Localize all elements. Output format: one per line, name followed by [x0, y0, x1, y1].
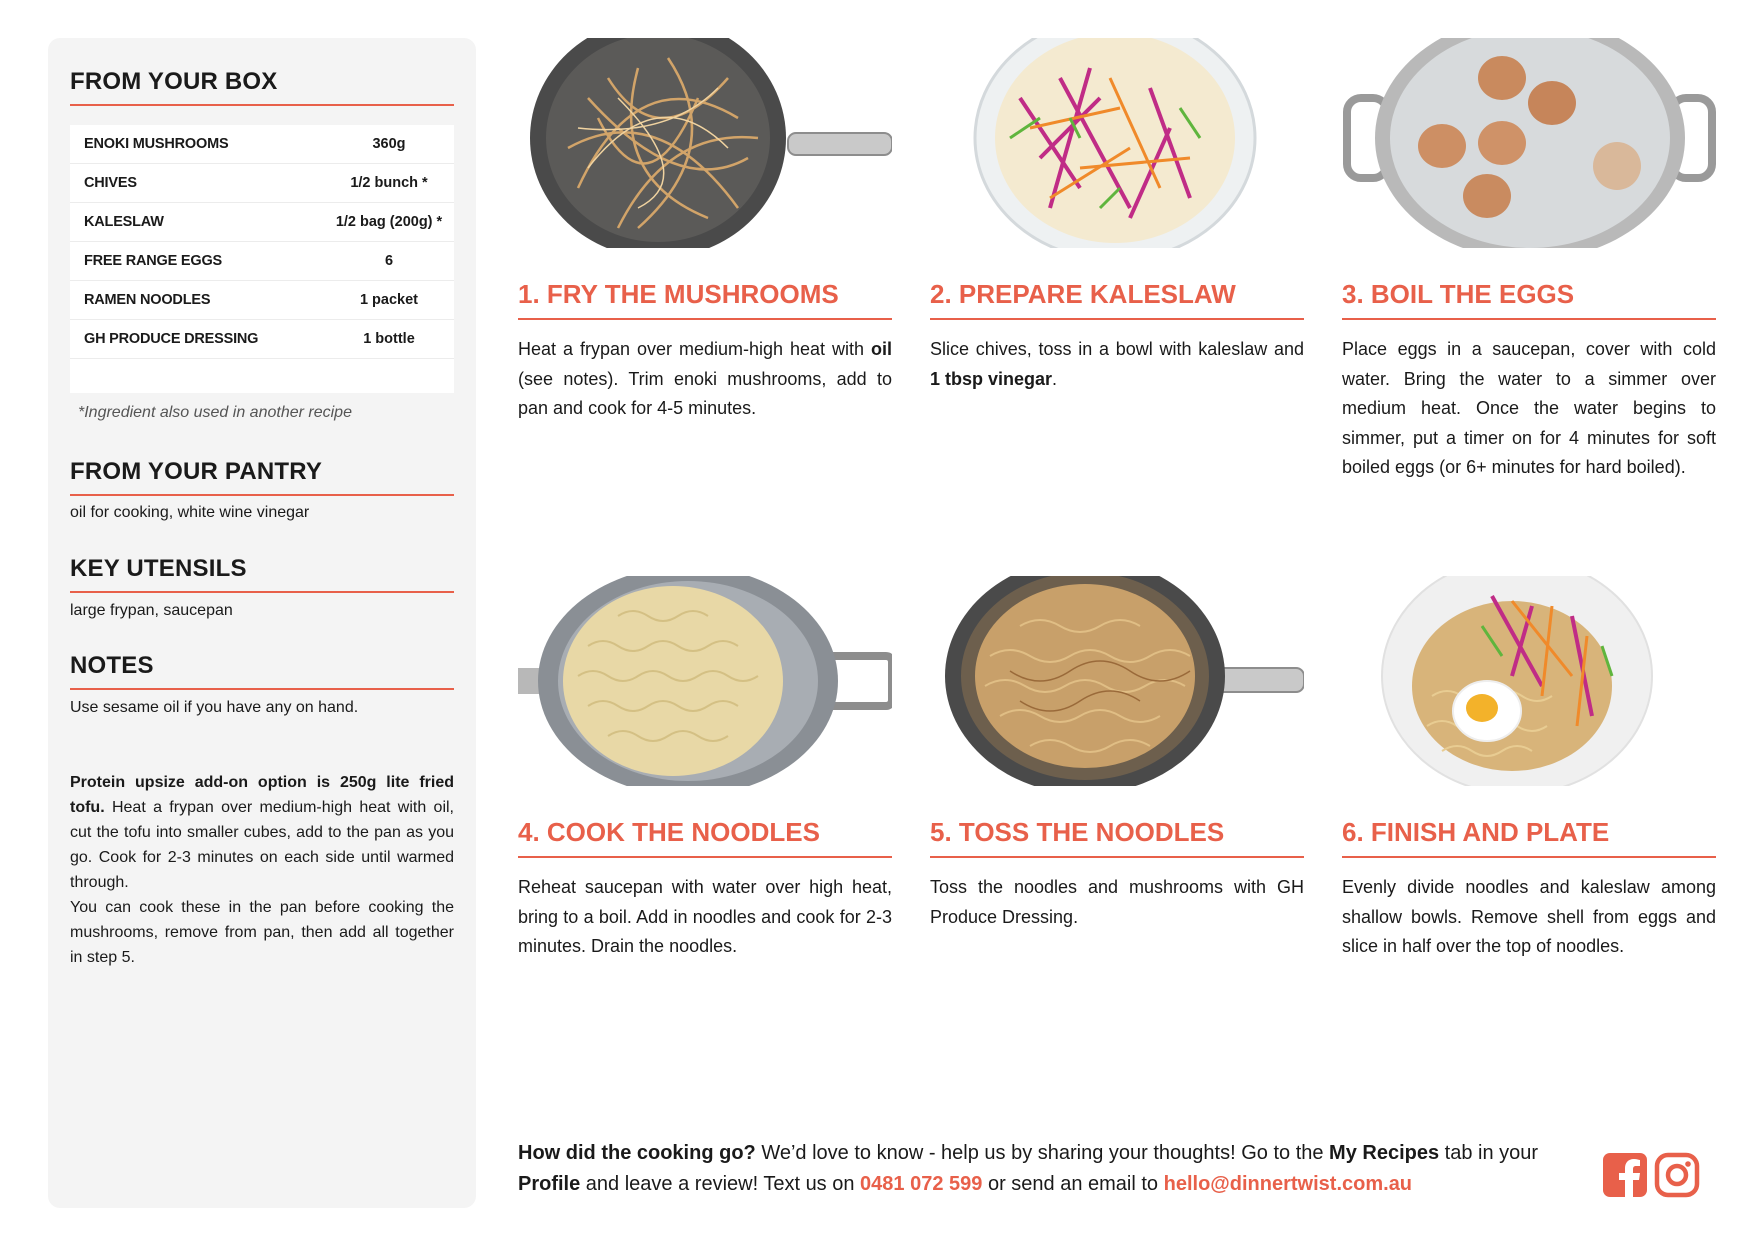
step-text: Heat a frypan over medium-high heat with oil (see notes). Trim enoki mushrooms, add to pan and cook for 4-5 minutes. [518, 339, 892, 418]
ingredient-name: KALESLAW [84, 214, 164, 230]
phone-link[interactable]: 0481 072 599 [860, 1173, 983, 1195]
feedback-footer: How did the cooking go? We’d love to know - help us by sharing your thoughts! Go to the My Recipes tab in your Profile and leave a review! Text us on 0481 072 599 or send an email to hello@dinnertwist.com.au [518, 1142, 1539, 1195]
pantry-title: FROM YOUR PANTRY [70, 458, 454, 496]
step-title: 2. PREPARE KALESLAW [930, 279, 1304, 320]
ingredient-row [70, 203, 454, 242]
ingredient-name: FREE RANGE EGGS [84, 253, 222, 269]
my-recipes-label: My Recipes [1329, 1142, 1440, 1164]
step-text: Reheat saucepan with water over high heat, bring to a boil. Add in noodles and cook for 2-3 minutes. Drain the noodles. [518, 877, 892, 956]
pan-mushrooms-photo [518, 38, 892, 248]
sidebar-panel [48, 38, 476, 1208]
utensils-title: KEY UTENSILS [70, 555, 454, 593]
ingredient-row [70, 320, 454, 359]
ingredient-name: GH PRODUCE DRESSING [84, 331, 259, 347]
ingredient-name: ENOKI MUSHROOMS [84, 136, 229, 152]
step-title: 4. COOK THE NOODLES [518, 817, 892, 858]
step-text: Slice chives, toss in a bowl with kaleslaw and 1 tbsp vinegar. [930, 339, 1304, 389]
notes-title: NOTES [70, 652, 454, 690]
ingredient-row [70, 242, 454, 281]
ingredient-name: RAMEN NOODLES [84, 292, 211, 308]
pan-noodles-photo [930, 576, 1304, 786]
notes-text: Use sesame oil if you have any on hand. [70, 699, 359, 716]
profile-label: Profile [518, 1173, 581, 1195]
utensils-text: large frypan, saucepan [70, 602, 233, 619]
step-title: 1. FRY THE MUSHROOMS [518, 279, 892, 320]
email-link[interactable]: hello@dinnertwist.com.au [1163, 1173, 1413, 1195]
step-title: 3. BOIL THE EGGS [1342, 279, 1716, 320]
ingredient-qty: 360g [372, 136, 406, 152]
pantry-text: oil for cooking, white wine vinegar [70, 504, 310, 521]
feedback-question: How did the cooking go? [518, 1142, 756, 1164]
from-your-box-title: FROM YOUR BOX [70, 68, 454, 106]
step-text: Evenly divide noodles and kaleslaw among shallow bowls. Remove shell from eggs and slice in half over the top of noodles. [1342, 877, 1716, 956]
facebook-icon[interactable] [1602, 1152, 1648, 1198]
ingredient-qty: 6 [384, 253, 394, 269]
ingredient-qty: 1 bottle [363, 331, 415, 347]
ingredient-row [70, 164, 454, 203]
step-title: 5. TOSS THE NOODLES [930, 817, 1304, 858]
upsize-heading: Protein upsize add-on option is 250g lite fried tofu. [70, 774, 454, 816]
step-text: Toss the noodles and mushrooms with GH Produce Dressing. [930, 877, 1304, 927]
saucepan-eggs-photo [1342, 38, 1716, 248]
protein-upsize-note [70, 770, 454, 970]
step-text: Place eggs in a saucepan, cover with cold water. Bring the water to a simmer over medium heat. Once the water begins to simmer, put a timer on for 4 minutes for soft boiled eggs (or 6+ minutes for hard boiled). [1342, 339, 1716, 477]
ingredient-qty: 1/2 bag (200g) * [335, 214, 443, 230]
ingredient-qty: 1 packet [359, 292, 419, 308]
ingredient-name: CHIVES [84, 175, 137, 191]
strainer-noodles-photo [518, 576, 892, 786]
ingredient-row [70, 125, 454, 164]
upsize-text-2: You can cook these in the pan before cooking the mushrooms, remove from pan, then add all together in step 5. [70, 899, 454, 966]
ingredient-qty: 1/2 bunch * [350, 175, 428, 191]
upsize-text: Heat a frypan over medium-high heat with oil, cut the tofu into smaller cubes, add to the pan as you go. Cook for 2-3 minutes on each side until warmed through. [70, 799, 454, 891]
ingredient-footnote: *Ingredient also used in another recipe [78, 404, 352, 421]
plated-bowl-photo [1342, 576, 1716, 786]
instagram-icon[interactable] [1654, 1152, 1700, 1198]
step-title: 6. FINISH AND PLATE [1342, 817, 1716, 858]
bowl-kaleslaw-photo [930, 38, 1304, 248]
ingredient-row [70, 281, 454, 320]
ingredients-table [70, 125, 454, 393]
